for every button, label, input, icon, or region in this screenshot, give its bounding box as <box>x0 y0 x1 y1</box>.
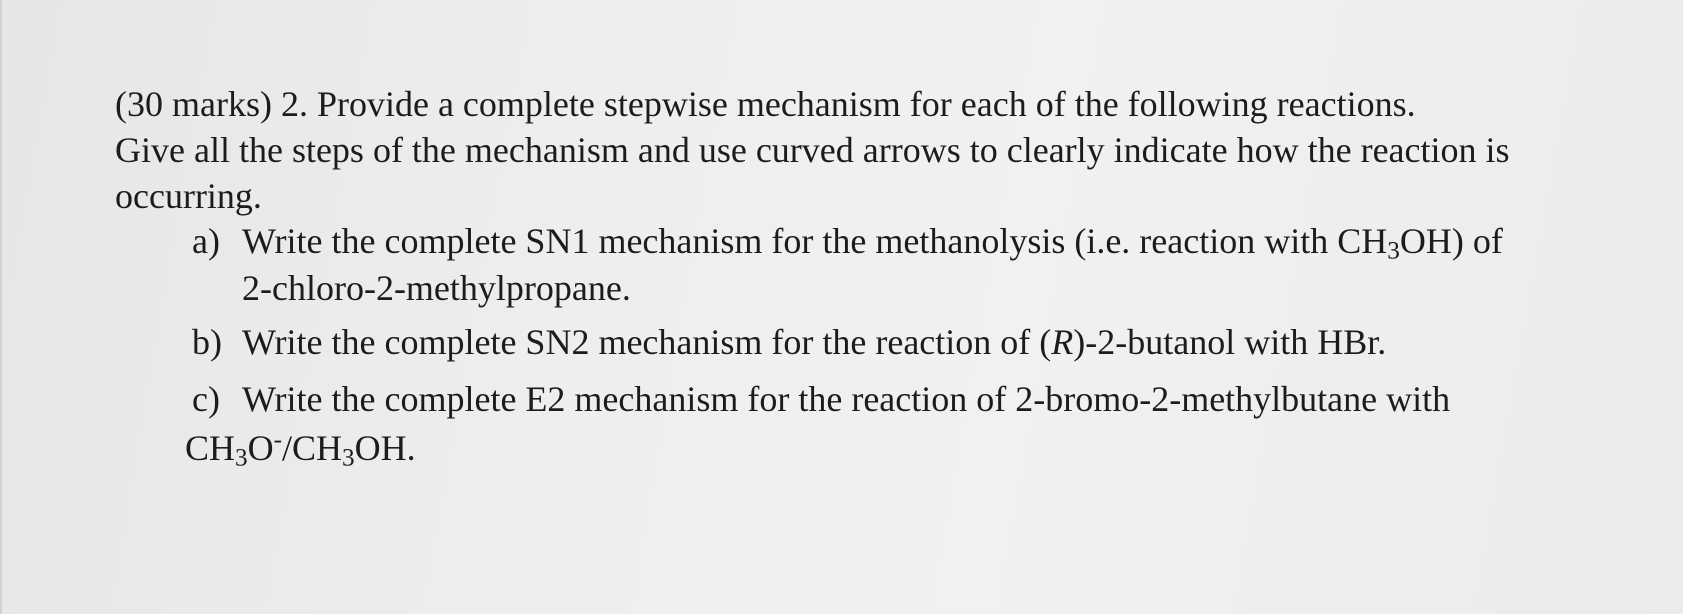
intro-line-1: (30 marks) 2. Provide a complete stepwise mechanism for each of the following reactions. <box>115 84 1416 124</box>
part-b-marker: b) <box>192 322 222 362</box>
part-b-post: )-2-butanol with HBr. <box>1073 322 1387 362</box>
part-c-marker: c) <box>192 379 220 419</box>
intro-line-2: Give all the steps of the mechanism and use curved arrows to clearly indicate how the reaction is <box>115 130 1510 170</box>
part-a-marker: a) <box>192 221 220 261</box>
part-c-line-1: Write the complete E2 mechanism for the reaction of 2-bromo-2-methylbutane with <box>242 379 1451 419</box>
part-c-o: O <box>247 428 274 468</box>
part-b-pre: Write the complete SN2 mechanism for the reaction of ( <box>242 322 1052 362</box>
part-c-charge: - <box>273 426 282 454</box>
part-c-oh: OH. <box>354 428 416 468</box>
part-b-italic: R <box>1051 322 1074 362</box>
intro-line-3: occurring. <box>115 176 262 216</box>
part-c-line-2 <box>185 424 416 472</box>
part-a-line-2: 2-chloro-2-methylpropane. <box>242 268 631 308</box>
part-a-subscript: 3 <box>1387 237 1400 265</box>
part-c-ch-1: CH <box>185 428 236 468</box>
part-a-line-1-pre: Write the complete SN1 mechanism for the methanolysis (i.e. reaction with CH <box>242 221 1388 261</box>
part-a-line-1 <box>242 217 1503 265</box>
part-c-sub-1: 3 <box>235 444 248 472</box>
part-a-line-1-post: OH) of <box>1399 221 1503 261</box>
part-c-sub-2: 3 <box>342 444 355 472</box>
part-b-line-1 <box>242 318 1386 366</box>
part-c-ch-2: /CH <box>282 428 343 468</box>
